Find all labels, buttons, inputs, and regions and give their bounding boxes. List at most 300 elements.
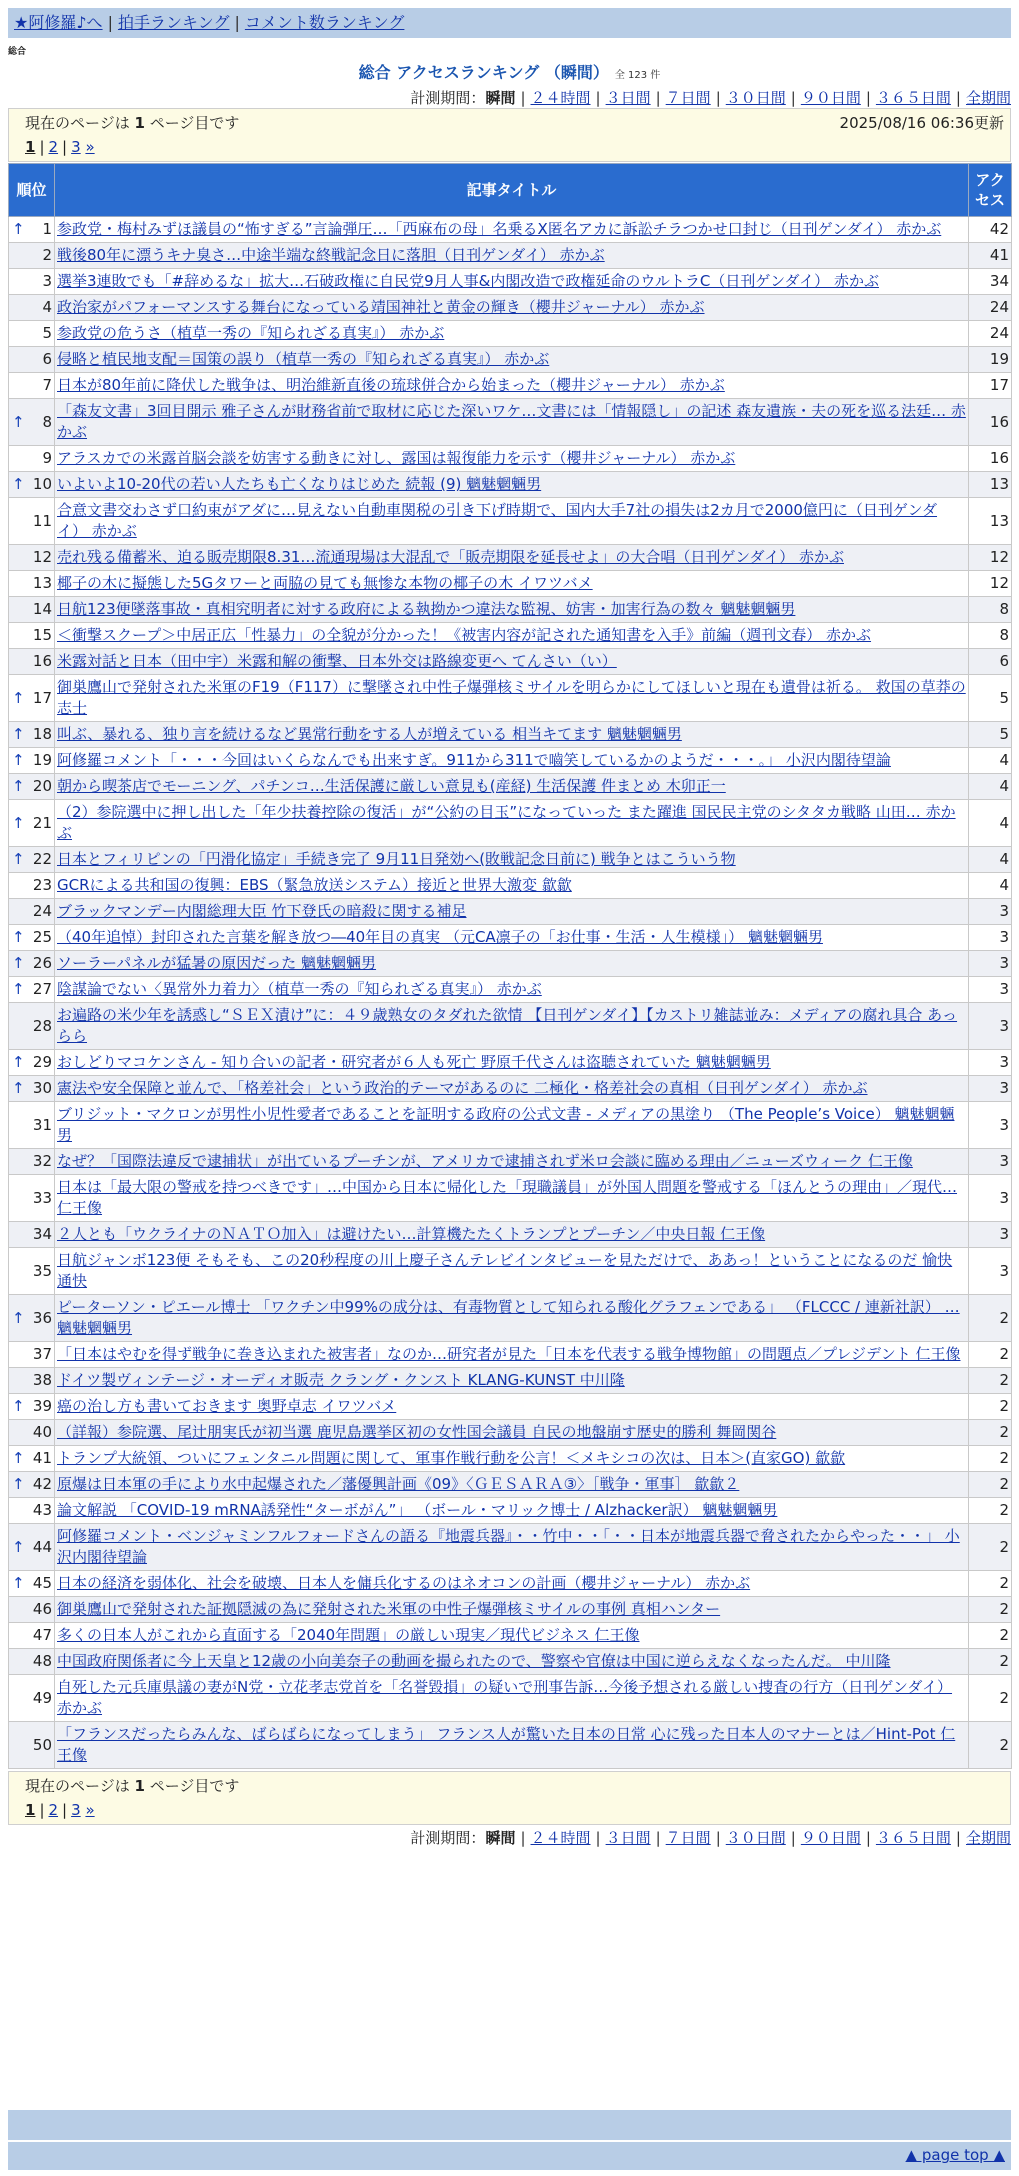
table-row (9, 623, 1012, 649)
access-count: 4 (969, 847, 1012, 873)
rank-cell (9, 722, 55, 748)
rank-cell (9, 243, 55, 269)
rank-cell (9, 1649, 55, 1675)
rank-cell (9, 847, 55, 873)
access-count: 8 (969, 623, 1012, 649)
article-title-link[interactable]: 日本とフィリピンの「円滑化協定」手続き完了 9月11日発効へ(敗戦記念日前に) 戦争とはこういう物 (57, 850, 736, 868)
period-link[interactable]: ３日間 (605, 89, 651, 107)
rank-cell (9, 1368, 55, 1394)
rank-cell (9, 977, 55, 1003)
title-cell (55, 597, 969, 623)
access-count: 5 (969, 675, 1012, 722)
rank-cell (9, 1420, 55, 1446)
access-count: 2 (969, 1342, 1012, 1368)
table-row (9, 1222, 1012, 1248)
table-row (9, 571, 1012, 597)
article-title-link[interactable]: 自死した元兵庫県議の妻がN党・立花孝志党首を「名誉毀損」の疑いで刑事告訴…今後予想される厳しい捜査の行方（日刊ゲンダイ） 赤かぶ (57, 1678, 953, 1717)
article-title-link[interactable]: 参政党・梅村みずほ議員の“怖すぎる”言論弾圧…「西麻布の母」名乗るX匿名アカに訴訟チラつかせ口封じ（日刊ゲンダイ） 赤かぶ (57, 220, 942, 238)
rank-number: 42 (32, 1475, 52, 1493)
rank-up-arrow-icon: ↑ (12, 1574, 25, 1592)
title-cell (55, 1597, 969, 1623)
access-count: 3 (969, 925, 1012, 951)
rank-number: 30 (32, 1079, 52, 1097)
article-title-link[interactable]: 原爆は日本軍の手により水中起爆された／藩優興計画《09》〈ＧＥＳＡＲＡ③〉［戦争・軍事］ 歙歙２ (57, 1475, 740, 1493)
rank-number: 5 (42, 324, 52, 342)
period-separator: | (790, 89, 796, 107)
article-title-link[interactable]: （40年追悼）封印された言葉を解き放つ―40年目の真実 （元CA凛子の「お仕事・生活・人生模様」） 魑魅魍魎男 (57, 928, 823, 946)
title-cell (55, 847, 969, 873)
pager-next-link[interactable]: » (85, 138, 95, 156)
title-cell (55, 925, 969, 951)
rank-cell (9, 399, 55, 446)
rank-number: 25 (32, 928, 52, 946)
article-title-link[interactable]: ブリジット・マクロンが男性小児性愛者であることを証明する政府の公式文書 - メディアの黒塗り （The People’s Voice） 魑魅魍魎男 (57, 1105, 955, 1144)
access-count: 5 (969, 722, 1012, 748)
title-cell (55, 217, 969, 243)
rank-cell (9, 1394, 55, 1420)
pager-current: 1 (25, 138, 36, 156)
access-count: 3 (969, 899, 1012, 925)
access-count: 6 (969, 649, 1012, 675)
page-number: 1 (134, 1777, 145, 1795)
rank-cell (9, 800, 55, 847)
ranking-table-body (9, 217, 1012, 1769)
table-row (9, 951, 1012, 977)
access-count: 4 (969, 873, 1012, 899)
article-title-link[interactable]: GCRによる共和国の復興：EBS（緊急放送システム）接近と世界大激変 歙歙 (57, 876, 572, 894)
rank-up-arrow-icon: ↑ (12, 1537, 25, 1556)
rank-number: 28 (32, 1016, 52, 1035)
rank-cell (9, 675, 55, 722)
rank-column-header: 順位 (9, 164, 55, 217)
rank-number: 45 (32, 1574, 52, 1592)
period-current: 瞬間 (485, 89, 516, 107)
rank-cell (9, 1675, 55, 1722)
rank-number: 22 (32, 850, 52, 868)
title-cell (55, 1248, 969, 1295)
access-count: 4 (969, 800, 1012, 847)
access-count: 24 (969, 321, 1012, 347)
period-link[interactable]: ２４時間 (530, 89, 591, 107)
rank-up-arrow-icon: ↑ (12, 751, 25, 769)
rank-number: 26 (32, 954, 52, 972)
article-title-link[interactable]: ドイツ製ヴィンテージ・オーディオ販売 クラング・クンスト KLANG-KUNST 中川隆 (57, 1371, 625, 1389)
rank-cell (9, 1149, 55, 1175)
table-row (9, 1649, 1012, 1675)
period-link[interactable]: ９０日間 (800, 89, 861, 107)
rank-up-arrow-icon: ↑ (12, 1079, 25, 1097)
rank-up-arrow-icon: ↑ (12, 928, 25, 946)
current-page-text (25, 1774, 994, 1798)
period-link[interactable]: 全期間 (965, 89, 1011, 107)
pager-next-link[interactable]: » (85, 1801, 95, 1819)
table-row (9, 774, 1012, 800)
article-title-link[interactable]: 日本は「最大限の警戒を持つべきです」…中国から日本に帰化した「現職議員」が外国人問題を警戒する「ほんとうの理由」／現代… 仁王像 (57, 1178, 958, 1217)
table-row (9, 1295, 1012, 1342)
pager-link[interactable]: 3 (71, 1801, 81, 1819)
rank-number: 9 (42, 449, 52, 467)
article-title-link[interactable]: 多くの日本人がこれから直面する「2040年問題」の厳しい現実／現代ビジネス 仁王像 (57, 1626, 640, 1644)
rank-number: 33 (32, 1188, 52, 1207)
nav-separator: | (107, 13, 113, 32)
title-cell (55, 1149, 969, 1175)
access-count: 2 (969, 1446, 1012, 1472)
rank-number: 34 (32, 1225, 52, 1243)
article-title-link[interactable]: お遍路の米少年を誘惑し“ＳＥＸ漬け”に：４９歳熟女のタダれた欲情 【日刊ゲンダイ】【カストリ雑誌並み：メディアの腐れ具合 あっらら (57, 1006, 958, 1045)
page-text-post: ページ目です (149, 1777, 240, 1795)
article-title-link[interactable]: 日航123便墜落事故・真相究明者に対する政府による執拗かつ違法な監視、妨害・加害行為の数々 魑魅魍魎男 (57, 600, 796, 618)
access-count: 2 (969, 1420, 1012, 1446)
comment-ranking-link[interactable]: コメント数ランキング (244, 13, 405, 32)
period-link[interactable]: ９０日間 (800, 1829, 861, 1847)
rank-number: 36 (32, 1308, 52, 1327)
rank-up-arrow-icon: ↑ (12, 1475, 25, 1493)
period-label: 計測期間： (410, 1829, 486, 1847)
period-separator: | (955, 1829, 961, 1847)
article-title-link[interactable]: 阿修羅コメント・ベンジャミンフルフォードさんの語る『地震兵器』・・竹中・・「・・日本が地震兵器で脅されたからやった・・」 小沢内閣待望論 (57, 1527, 960, 1566)
table-row (9, 873, 1012, 899)
rank-number: 16 (32, 652, 52, 670)
rank-cell (9, 623, 55, 649)
rank-number: 8 (42, 412, 52, 431)
title-cell (55, 1524, 969, 1571)
rank-cell (9, 899, 55, 925)
article-title-link[interactable]: 政治家がパフォーマンスする舞台になっている靖国神社と黄金の輝き（櫻井ジャーナル） 赤かぶ (57, 298, 705, 316)
article-title-link[interactable]: （詳報）参院選、尾辻朋実氏が初当選 鹿児島選挙区初の女性国会議員 自民の地盤崩す歴史的勝利 舞岡関谷 (57, 1423, 777, 1441)
access-count: 16 (969, 399, 1012, 446)
bottom-bar (8, 2110, 1011, 2140)
table-row (9, 649, 1012, 675)
table-row (9, 925, 1012, 951)
period-separator: | (655, 1829, 661, 1847)
period-link[interactable]: ３日間 (605, 1829, 651, 1847)
rank-cell (9, 774, 55, 800)
table-row (9, 1524, 1012, 1571)
article-title-link[interactable]: 「日本はやむを得ず戦争に巻き込まれた被害者」なのか…研究者が見た「日本を代表する戦争博物館」の問題点／プレジデント 仁王像 (57, 1345, 961, 1363)
rank-up-arrow-icon: ↑ (12, 813, 25, 832)
table-row (9, 498, 1012, 545)
pager-current: 1 (25, 1801, 36, 1819)
rank-cell (9, 1222, 55, 1248)
access-count: 3 (969, 1248, 1012, 1295)
pager-link[interactable]: 3 (71, 138, 81, 156)
rank-number: 38 (32, 1371, 52, 1389)
table-row (9, 800, 1012, 847)
ranking-table (8, 163, 1012, 1769)
period-separator: | (595, 1829, 601, 1847)
table-row (9, 597, 1012, 623)
article-title-link[interactable]: 合意文書交わさず口約束がアダに…見えない自動車関税の引き下げ時期で、国内大手7社の損失は2カ月で2000億円に（日刊ゲンダイ） 赤かぶ (57, 501, 938, 540)
rank-number: 24 (32, 902, 52, 920)
category-label: 総合 (8, 47, 27, 57)
article-title-link[interactable]: 戦後80年に漂うキナ臭さ…中途半端な終戦記念日に落胆（日刊ゲンダイ） 赤かぶ (57, 246, 605, 264)
rank-cell (9, 597, 55, 623)
article-title-link[interactable]: 米露対話と日本（田中宇）米露和解の衝撃、日本外交は路線変更へ てんさい（い） (57, 652, 617, 670)
rank-cell (9, 1571, 55, 1597)
table-row (9, 269, 1012, 295)
rank-cell (9, 1498, 55, 1524)
period-link[interactable]: ７日間 (665, 89, 711, 107)
article-title-link[interactable]: ブラックマンデー内閣総理大臣 竹下登氏の暗殺に関する補足 (57, 902, 467, 920)
title-cell (55, 373, 969, 399)
rank-cell (9, 649, 55, 675)
article-title-link[interactable]: 選挙3連敗でも「#辞めるな」拡大…石破政権に自民党9月人事&内閣改造で政権延命のウルトラC（日刊ゲンダイ） 赤かぶ (57, 272, 879, 290)
table-row (9, 1248, 1012, 1295)
rank-number: 14 (32, 600, 52, 618)
access-count: 8 (969, 597, 1012, 623)
pager-separator: | (62, 1801, 68, 1819)
rank-cell (9, 1295, 55, 1342)
access-count: 13 (969, 472, 1012, 498)
rank-number: 39 (32, 1397, 52, 1415)
access-column-header: アクセス (969, 164, 1012, 217)
rank-number: 32 (32, 1152, 52, 1170)
article-title-link[interactable]: 「フランスだったらみんな、ばらばらになってしまう」 フランス人が驚いた日本の日常 心に残った日本人のマナーとは／Hint-Pot 仁王像 (57, 1725, 956, 1764)
article-title-link[interactable]: 陰謀論でない〈異常外力着力〉（植草一秀の『知られざる真実』） 赤かぶ (57, 980, 542, 998)
article-title-link[interactable]: （2）参院選中に押し出した「年少扶養控除の復活」が“公約の目玉”になっていった また躍進 国民民主党のシタタカ戦略 山田… 赤かぶ (57, 803, 956, 842)
table-row (9, 1472, 1012, 1498)
title-cell (55, 571, 969, 597)
table-row (9, 1076, 1012, 1102)
title-cell (55, 800, 969, 847)
page-text-post: ページ目です (149, 114, 240, 132)
title-cell (55, 399, 969, 446)
title-cell (55, 1623, 969, 1649)
article-title-link[interactable]: 参政党の危うさ（植草一秀の『知られざる真実』） 赤かぶ (57, 324, 445, 342)
article-title-link[interactable]: トランプ大統領、ついにフェンタニル問題に関して、軍事作戦行動を公言！＜メキシコの次は、日本＞(直家GO) 歙歙 (57, 1449, 846, 1467)
rank-number: 29 (32, 1053, 52, 1071)
access-count: 34 (969, 269, 1012, 295)
article-title-link[interactable]: 癌の治し方も書いておきます 奥野卓志 イワツバメ (57, 1397, 397, 1415)
article-title-link[interactable]: 朝から喫茶店でモーニング、パチンコ…生活保護に厳しい意見も(産経) 生活保護 件まとめ 木卯正一 (57, 777, 726, 795)
access-count: 3 (969, 1102, 1012, 1149)
title-cell (55, 1342, 969, 1368)
top-nav-bar (8, 8, 1011, 38)
title-cell (55, 1498, 969, 1524)
rank-number: 17 (32, 688, 52, 707)
period-link[interactable]: ３０日間 (725, 89, 786, 107)
pager-link[interactable]: 2 (48, 1801, 59, 1819)
table-row (9, 1420, 1012, 1446)
title-cell (55, 446, 969, 472)
rank-cell (9, 1722, 55, 1769)
title-cell (55, 1420, 969, 1446)
table-row (9, 1498, 1012, 1524)
access-count: 4 (969, 774, 1012, 800)
period-link[interactable]: ３６５日間 (875, 89, 951, 107)
rank-number: 10 (32, 475, 52, 493)
access-count: 17 (969, 373, 1012, 399)
access-count: 3 (969, 1076, 1012, 1102)
title-cell (55, 1368, 969, 1394)
article-title-link[interactable]: 論文解説 「COVID-19 mRNA誘発性“ターボがん”」 （ボール・マリック博士 / Alzhacker訳） 魑魅魍魎男 (57, 1501, 778, 1519)
rank-cell (9, 498, 55, 545)
article-title-link[interactable]: 叫ぶ、暴れる、独り言を続けるなど異常行動をする人が増えている 相当キてます 魑魅魍魎男 (57, 725, 682, 743)
article-title-link[interactable]: 御巣鷹山で発射された証拠隠滅の為に発射された米軍の中性子爆弾核ミサイルの事例 真相ハンター (57, 1600, 721, 1618)
table-row (9, 472, 1012, 498)
title-cell (55, 269, 969, 295)
rank-cell (9, 1003, 55, 1050)
rank-number: 44 (32, 1537, 52, 1556)
rank-cell (9, 1472, 55, 1498)
access-count: 3 (969, 1003, 1012, 1050)
rank-number: 6 (42, 350, 52, 368)
page-top-link[interactable]: ▲ page top ▲ (905, 2146, 1005, 2164)
title-cell (55, 1222, 969, 1248)
rank-cell (9, 1623, 55, 1649)
period-link[interactable]: ７日間 (665, 1829, 711, 1847)
article-title-link[interactable]: 売れ残る備蓄米、迫る販売期限8.31…流通現場は大混乱で「販売期限を延長せよ」の大合唱（日刊ゲンダイ） 赤かぶ (57, 548, 844, 566)
rank-number: 1 (42, 220, 52, 238)
title-cell (55, 623, 969, 649)
title-cell (55, 347, 969, 373)
title-cell (55, 295, 969, 321)
article-title-link[interactable]: 日本の経済を弱体化、社会を破壊、日本人を傭兵化するのはネオコンの計画（櫻井ジャーナル） 赤かぶ (57, 1574, 751, 1592)
title-cell (55, 951, 969, 977)
rank-up-arrow-icon: ↑ (12, 1449, 25, 1467)
rank-cell (9, 1597, 55, 1623)
table-row (9, 545, 1012, 571)
table-row (9, 217, 1012, 243)
title-cell (55, 675, 969, 722)
access-count: 3 (969, 1149, 1012, 1175)
title-cell (55, 1003, 969, 1050)
period-separator: | (865, 89, 871, 107)
rank-number: 37 (32, 1345, 52, 1363)
rank-cell (9, 1248, 55, 1295)
rank-number: 18 (32, 725, 52, 743)
article-title-link[interactable]: ピーターソン・ピエール博士 「ワクチン中99%の成分は、有毒物質として知られる酸化グラフェンである」 （FLCCC / 連新社訳） … 魑魅魍魎男 (57, 1298, 960, 1337)
rank-cell (9, 269, 55, 295)
title-cell (55, 1722, 969, 1769)
table-row (9, 1175, 1012, 1222)
article-title-link[interactable]: 御巣鷹山で発射された米軍のF19（F117）に撃墜され中性子爆弾核ミサイルを明らかにしてほしいと現在も遺骨は祈る。 救国の草莽の志士 (57, 678, 966, 717)
table-row (9, 1102, 1012, 1149)
period-link[interactable]: ２４時間 (530, 1829, 591, 1847)
title-cell (55, 1102, 969, 1149)
article-title-link[interactable]: 椰子の木に擬態した5Gタワーと両脇の見ても無惨な本物の椰子の木 イワツバメ (57, 574, 593, 592)
rank-cell (9, 373, 55, 399)
rank-cell (9, 446, 55, 472)
title-cell (55, 1675, 969, 1722)
rank-cell (9, 217, 55, 243)
period-link[interactable]: ３０日間 (725, 1829, 786, 1847)
rank-cell (9, 1102, 55, 1149)
total-count: 全 123 件 (614, 70, 661, 81)
title-cell (55, 1446, 969, 1472)
access-count: 2 (969, 1498, 1012, 1524)
article-title-link[interactable]: アラスカでの米露首脳会談を妨害する動きに対し、露国は報復能力を示す（櫻井ジャーナル） 赤かぶ (57, 449, 736, 467)
rank-number: 49 (32, 1688, 52, 1707)
period-separator: | (520, 1829, 526, 1847)
access-count: 2 (969, 1623, 1012, 1649)
title-cell (55, 498, 969, 545)
rank-number: 43 (32, 1501, 52, 1519)
period-label: 計測期間： (410, 89, 486, 107)
access-count: 3 (969, 1050, 1012, 1076)
access-count: 19 (969, 347, 1012, 373)
table-row (9, 899, 1012, 925)
rank-cell (9, 873, 55, 899)
access-count: 3 (969, 951, 1012, 977)
access-count: 3 (969, 1175, 1012, 1222)
access-count: 12 (969, 545, 1012, 571)
article-title-link[interactable]: いよいよ10-20代の若い人たちも亡くなりはじめた 続報 (9) 魑魅魍魎男 (57, 475, 542, 493)
period-link[interactable]: ３６５日間 (875, 1829, 951, 1847)
nav-separator: | (234, 13, 240, 32)
rank-number: 41 (32, 1449, 52, 1467)
rank-number: 40 (32, 1423, 52, 1441)
access-count: 2 (969, 1597, 1012, 1623)
page-number: 1 (134, 114, 145, 132)
article-title-link[interactable]: 中国政府関係者に今上天皇と12歳の小向美奈子の動画を撮られたので、警察や官僚は中国に逆らえなくなったんだ。 中川隆 (57, 1652, 891, 1670)
table-row (9, 1149, 1012, 1175)
article-title-link[interactable]: ＜衝撃スクープ＞中居正広「性暴力」の全貌が分かった！《被害内容が記された通知書を入手》前編（週刊文春） 赤かぶ (57, 626, 872, 644)
article-title-link[interactable]: なぜ？「国際法違反で逮捕状」が出ているプーチンが、アメリカで逮捕されず米ロ会談に臨める理由／ニューズウィーク 仁王像 (57, 1152, 913, 1170)
title-cell (55, 1649, 969, 1675)
rank-cell (9, 295, 55, 321)
title-cell (55, 1076, 969, 1102)
article-title-link[interactable]: 侵略と植民地支配＝国策の誤り（植草一秀の『知られざる真実』） 赤かぶ (57, 350, 550, 368)
access-count: 13 (969, 498, 1012, 545)
pager-separator: | (39, 138, 45, 156)
table-row (9, 1597, 1012, 1623)
rank-up-arrow-icon: ↑ (12, 688, 25, 707)
access-count: 2 (969, 1295, 1012, 1342)
title-cell (55, 748, 969, 774)
home-link[interactable]: ★阿修羅♪へ (14, 13, 103, 32)
page-text-pre: 現在のページは (25, 114, 130, 132)
article-title-link[interactable]: 憲法や安全保障と並んで、「格差社会」という政治的テーマがあるのに 二極化・格差社会の真相（日刊ゲンダイ） 赤かぶ (57, 1079, 868, 1097)
period-link[interactable]: 全期間 (965, 1829, 1011, 1847)
rank-cell (9, 1076, 55, 1102)
rank-number: 31 (32, 1115, 52, 1134)
rank-cell (9, 925, 55, 951)
article-title-link[interactable]: 「森友文書」3回目開示 雅子さんが財務省前で取材に応じた深いワケ…文書には「情報隠し」の記述 森友遺族・夫の死を巡る法廷… 赤かぶ (57, 402, 966, 441)
access-count: 4 (969, 748, 1012, 774)
title-cell (55, 1050, 969, 1076)
article-title-link[interactable]: 阿修羅コメント「・・・今回はいくらなんでも出来すぎ。911から311で嚙笑しているかのようだ・・・。」 小沢内閣待望論 (57, 751, 891, 769)
rank-number: 50 (32, 1735, 52, 1754)
pager-link[interactable]: 2 (48, 138, 59, 156)
period-separator: | (715, 1829, 721, 1847)
period-separator: | (655, 89, 661, 107)
page-title (0, 60, 1019, 83)
access-count: 12 (969, 571, 1012, 597)
table-row (9, 1446, 1012, 1472)
page-text-pre: 現在のページは (25, 1777, 130, 1795)
title-cell (55, 321, 969, 347)
title-cell (55, 774, 969, 800)
period-separator: | (790, 1829, 796, 1847)
rank-cell (9, 347, 55, 373)
page-info-bottom (8, 1771, 1011, 1825)
table-row (9, 977, 1012, 1003)
access-count: 42 (969, 217, 1012, 243)
access-count: 2 (969, 1472, 1012, 1498)
article-title-link[interactable]: おしどりマコケンさん - 知り合いの記者・研究者が６人も死亡 野原千代さんは盗聴されていた 魑魅魍魎男 (57, 1053, 771, 1071)
rank-up-arrow-icon: ↑ (12, 980, 25, 998)
rank-number: 21 (32, 813, 52, 832)
article-title-link[interactable]: ソーラーパネルが猛暑の原因だった 魑魅魍魎男 (57, 954, 377, 972)
article-title-link[interactable]: 日航ジャンボ123便 そもそも、この20秒程度の川上慶子さんテレビインタビューを見ただけで、ああっ！ということになるのだ 愉快通快 (57, 1251, 953, 1290)
article-title-link[interactable]: ２人とも「ウクライナのＮＡＴＯ加入」は避けたい…計算機たたくトランプとプーチン／中央日報 仁王像 (57, 1225, 766, 1243)
applause-ranking-link[interactable]: 拍手ランキング (117, 13, 230, 32)
rank-up-arrow-icon: ↑ (12, 777, 25, 795)
access-count: 2 (969, 1649, 1012, 1675)
table-row (9, 722, 1012, 748)
article-title-link[interactable]: 日本が80年前に降伏した戦争は、明治維新直後の琉球併合から始まった（櫻井ジャーナル） 赤かぶ (57, 376, 725, 394)
